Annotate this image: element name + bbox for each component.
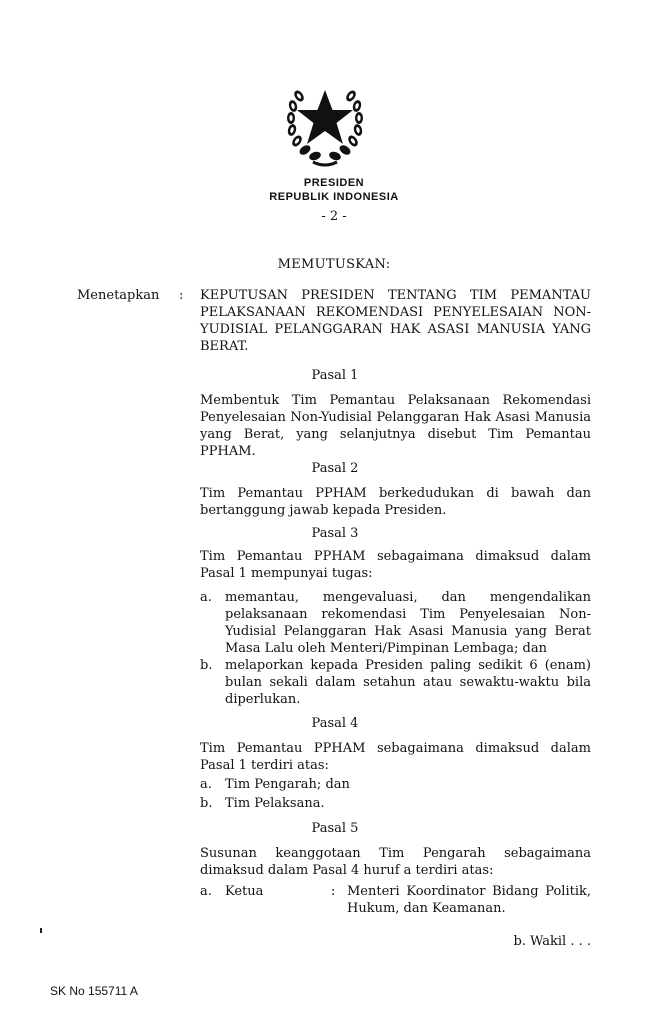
decision-title: KEPUTUSAN PRESIDEN TENTANG TIM PEMANTAU PELAKSANAAN REKOMENDASI PENYELESAIAN NON-YUDISIAL PELANGGARAN HAK ASASI MANUSIA YANG BERAT.: [200, 288, 591, 354]
decision-heading: MEMUTUSKAN:: [277, 257, 391, 272]
pasal-3-title: Pasal 3: [311, 526, 359, 541]
pasal-3-text: Tim Pemantau PPHAM sebagaimana dimaksud dalam Pasal 1 mempunyai tugas:: [200, 549, 591, 581]
header-republik-indonesia: REPUBLIK INDONESIA: [269, 191, 399, 203]
pasal-2-text: Tim Pemantau PPHAM berkedudukan di bawah dan bertanggung jawab kepada Presiden.: [200, 486, 591, 518]
garuda-star-emblem-icon: [283, 72, 367, 168]
list-marker: a.: [200, 590, 212, 605]
list-marker: b.: [200, 658, 213, 673]
ketua-colon: :: [331, 884, 336, 899]
ketua-label: Ketua: [225, 884, 264, 899]
pasal-1-text: Membentuk Tim Pemantau Pelaksanaan Rekomendasi Penyelesaian Non-Yudisial Pelanggaran Hak Asasi Manusia yang Berat, yang selanjutnya disebut Tim Pemantau PPHAM.: [200, 393, 591, 459]
pasal-5-text: Susunan keanggotaan Tim Pengarah sebagaimana dimaksud dalam Pasal 4 huruf a terdiri atas:: [200, 846, 591, 878]
list-marker: b.: [200, 796, 213, 811]
pasal-1-title: Pasal 1: [311, 368, 359, 383]
scan-mark: [40, 928, 42, 933]
ketua-value: Menteri Koordinator Bidang Politik, Hukum, dan Keamanan.: [347, 884, 591, 916]
list-item-text: memantau, mengevaluasi, dan mengendalikan pelaksanaan rekomendasi Tim Penyelesaian Non-Yudisial Pelanggaran Hak Asasi Manusia yang Berat Masa Lalu oleh Menteri/Pimpinan Lembaga; dan: [225, 590, 591, 656]
pasal-2-title: Pasal 2: [311, 461, 359, 476]
pasal-4-title: Pasal 4: [311, 716, 359, 731]
list-item-text: Tim Pengarah; dan: [225, 777, 350, 792]
pasal-5-title: Pasal 5: [311, 821, 359, 836]
menetapkan-colon: :: [179, 288, 184, 303]
footer-document-number: SK No 155711 A: [50, 984, 138, 998]
list-marker: a.: [200, 777, 212, 792]
pasal-4-text: Tim Pemantau PPHAM sebagaimana dimaksud dalam Pasal 1 terdiri atas:: [200, 741, 591, 773]
list-item-text: melaporkan kepada Presiden paling sedikit 6 (enam) bulan sekali dalam setahun atau sewaktu-waktu bila diperlukan.: [225, 658, 591, 707]
continuation-text: b. Wakil . . .: [513, 934, 591, 949]
header-presiden: PRESIDEN: [303, 177, 365, 189]
list-marker: a.: [200, 884, 212, 899]
list-item-text: Tim Pelaksana.: [225, 796, 325, 811]
page-number: - 2 -: [321, 209, 347, 224]
menetapkan-label: Menetapkan: [77, 288, 160, 303]
